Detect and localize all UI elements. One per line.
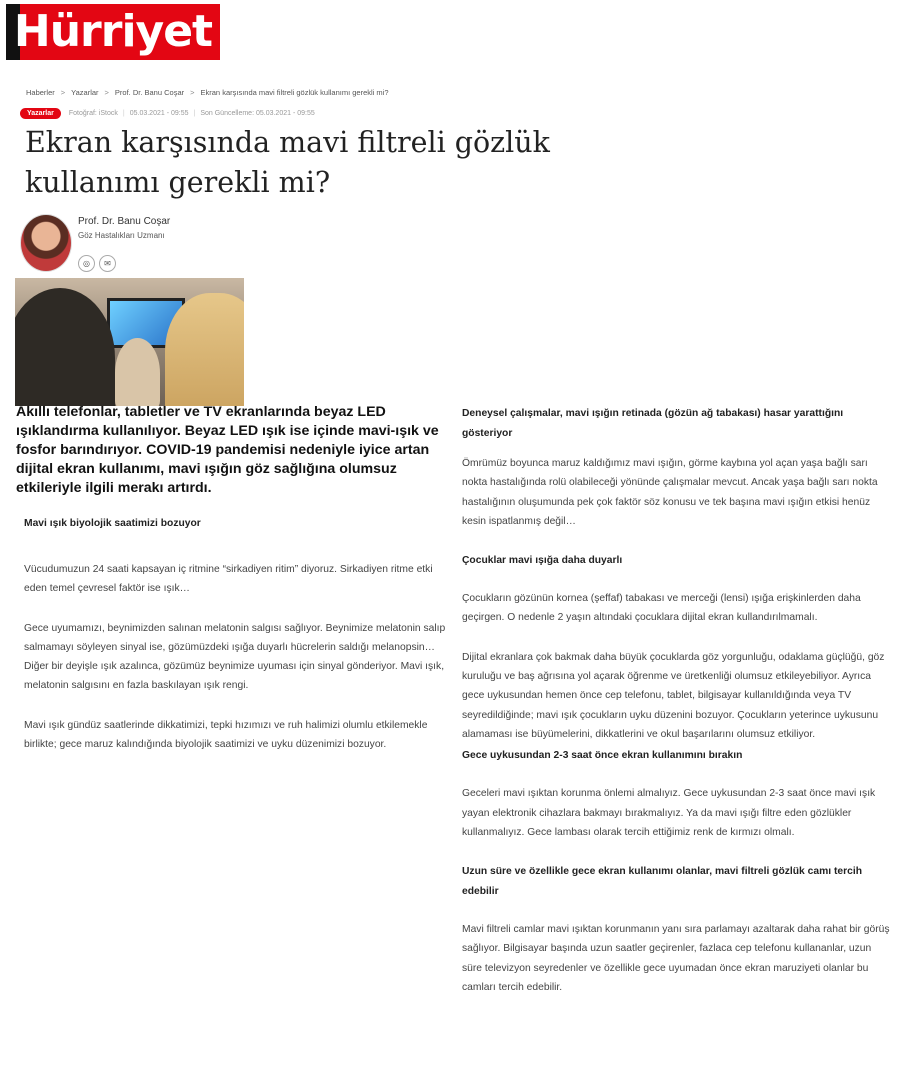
child-shape bbox=[115, 338, 160, 406]
instagram-icon[interactable]: ◎ bbox=[78, 255, 95, 272]
section-heading: Mavi ışık biyolojik saatimizi bozuyor bbox=[24, 518, 201, 529]
breadcrumb-separator: > bbox=[60, 88, 66, 97]
breadcrumb-separator: > bbox=[190, 88, 195, 97]
article-body-left bbox=[24, 514, 454, 754]
paragraph: Mavi filtreli camlar mavi ışıktan korunmanın yanı sıra parlamayı azaltarak daha rahat bir görüş sağlıyor. Bilgisayar başında uzun saatler geçirenler, fazlaca cep telefonu kullananlar, uzun süre televizyon seyredenler ve özellikle gece uyumadan önce ekran maruziyeti olanlar bu camları tercih edebilir. bbox=[462, 924, 890, 994]
section-heading: Gece uykusundan 2-3 saat önce ekran kullanımını bırakın bbox=[462, 750, 743, 762]
photo-credit: Fotoğraf: iStock bbox=[68, 110, 118, 117]
paragraph: Dijital ekranlara çok bakmak daha büyük çocuklarda göz yorgunluğu, odaklama güçlüğü, göz kuruluğu ve baş ağrısına yol açarak öğrenme ve üretkenliği olumsuz etkileyebiliyor. Ayrıca gece uykusundan hemen önce cep telefonu, tablet, bilgisayar kullanıldığında veya TV seyredildiğinde; mavi ışık çocukların uyku düzenini bozuyor. Çocukların yeterince uykusunu alamaması ise büyümelerini, dikkatlerini ve okul başarılarını olumsuz etkiliyor. bbox=[462, 651, 885, 740]
section-heading: Çocuklar mavi ışığa daha duyarlı bbox=[462, 555, 623, 567]
paragraph: Gece uyumamızı, beynimizden salınan melatonin salgısı sağlıyor. Beynimize melatonin salıp salmamayı söyleyen sinyal ise, gözümüzdeki ışığa duyarlı hücrelerin saldığı melanopsin… Diğer bir deyişle ışık azalınca, gözümüz beynimize uyuması için sinyal gönderiyor. Mavi ışık, melatonin salgısını en fazla baskılayan ışık rengi. bbox=[24, 622, 446, 692]
paragraph: Mavi ışık gündüz saatlerinde dikkatimizi, tepki hızımızı ve ruh halimizi olumlu etkilemekle birlikte; gece maruz kalındığında biyolojik saatimizi ve uyku düzenimizi bozuyor. bbox=[24, 719, 428, 751]
meta-divider: | bbox=[122, 110, 125, 117]
section-heading: Uzun süre ve özellikle gece ekran kullanımı olanlar, mavi filtreli gözlük camı tercih edebilir bbox=[462, 866, 863, 898]
paragraph: Çocukların gözünün kornea (şeffaf) tabakası ve merceği (lensi) ışığa erişkinlerden daha geçirgen. O nedenle 2 yaşın altındaki çocuklara dijital ekran kullandırılmamalı. bbox=[462, 593, 861, 624]
article-lead: Akıllı telefonlar, tabletler ve TV ekranlarında beyaz LED ışıklandırma kullanılıyor. Beyaz LED ışık ise içinde mavi-ışık ve fosfor barındırıyor. COVID-19 pandemisi nedeniyle iyice artan dijital ekran kullanımı, mavi ışığın göz sağlığına olumsuz etkileriyle ilgili merakı artırdı. bbox=[16, 404, 439, 496]
paragraph: Geceleri mavi ışıktan korunma önlemi almalıyız. Gece uykusundan 2-3 saat önce mavi ışık yayan elektronik cihazlara bakmayı bırakmalıyız. Ya da mavi ışığı filtre eden gözlükler kullanmalıyız. Gece lambası olarak tercih ettiğimiz renk de kırmızı olmalı. bbox=[462, 788, 876, 838]
article-title: Ekran karşısında mavi filtreli gözlük kullanımı gerekli mi? bbox=[25, 126, 550, 199]
woman-shape bbox=[165, 293, 244, 406]
hurriyet-logo[interactable]: Hürriyet bbox=[6, 4, 220, 60]
article-meta bbox=[20, 108, 315, 119]
meta-divider: | bbox=[193, 110, 196, 117]
article-body-right bbox=[462, 404, 892, 997]
article-hero-image bbox=[15, 278, 244, 406]
author-avatar[interactable] bbox=[20, 214, 72, 272]
breadcrumb-yazarlar[interactable]: Yazarlar bbox=[71, 88, 99, 97]
category-badge[interactable]: Yazarlar bbox=[20, 108, 61, 119]
breadcrumb bbox=[26, 88, 389, 97]
paragraph: Vücudumuzun 24 saati kapsayan iç ritmine “sirkadiyen ritim” diyoruz. Sirkadiyen ritme etki eden temel çevresel faktör ise ışık… bbox=[24, 564, 433, 595]
author-role: Göz Hastalıkları Uzmanı bbox=[78, 231, 165, 240]
breadcrumb-separator: > bbox=[104, 88, 109, 97]
breadcrumb-haberler[interactable]: Haberler bbox=[26, 88, 55, 97]
updated-date: Son Güncelleme: 05.03.2021 - 09:55 bbox=[200, 110, 315, 117]
published-date: 05.03.2021 - 09:55 bbox=[129, 110, 189, 117]
breadcrumb-author[interactable]: Prof. Dr. Banu Coşar bbox=[114, 88, 185, 97]
man-shape bbox=[15, 288, 115, 406]
section-heading: Deneysel çalışmalar, mavi ışığın retinada (gözün ağ tabakası) hasar yarattığını gösteriyor bbox=[462, 408, 844, 439]
breadcrumb-current: Ekran karşısında mavi filtreli gözlük kullanımı gerekli mi? bbox=[200, 88, 389, 97]
paragraph: Ömrümüz boyunca maruz kaldığımız mavi ışığın, görme kaybına yol açan yaşa bağlı sarı nokta hastalığında rolü olabileceği yönünde çalışmalar mevcut. Ancak yaşa bağlı sarı nokta hastalığının oluşumunda pek çok faktör söz konusu ve tek başına mavi ışığın etkisi henüz kesin ispatlanmış değil… bbox=[462, 458, 878, 527]
mail-icon[interactable]: ✉ bbox=[99, 255, 116, 272]
author-name[interactable]: Prof. Dr. Banu Coşar bbox=[78, 216, 171, 227]
